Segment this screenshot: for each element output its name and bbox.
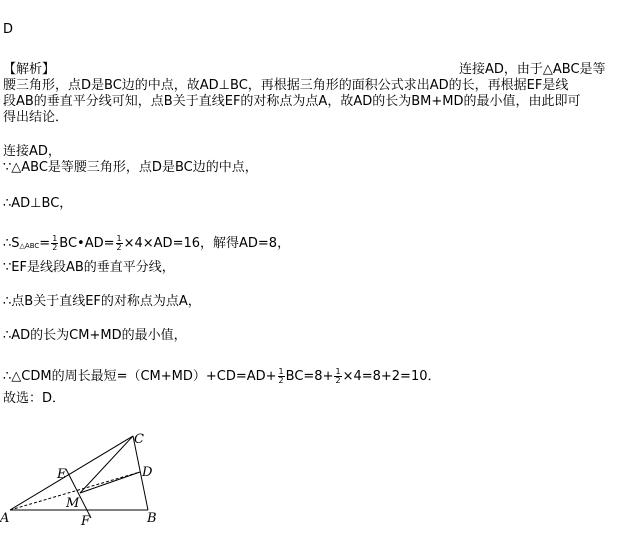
solution-step-5: ∵EF是线段AB的垂直平分线，: [3, 260, 175, 275]
fraction-half: $\frac{1}{2}$: [116, 234, 122, 252]
triangle-figure: [0, 425, 175, 550]
label-A: A: [0, 511, 10, 526]
solution-step-6: ∴点B关于直线EF的对称点为点A，: [3, 294, 201, 309]
label-C: C: [134, 432, 144, 447]
fraction-half: $\frac{1}{2}$: [335, 367, 341, 385]
perimeter-formula-mid: BC=8+: [285, 369, 334, 384]
area-formula-mid: BC•AD=: [59, 236, 115, 251]
analysis-label: 【解析】: [3, 62, 56, 77]
solution-step-8: [3, 368, 441, 385]
solution-step-1: 连接AD，: [3, 144, 61, 159]
area-symbol: ∴S: [3, 236, 20, 251]
fraction-half: $\frac{1}{2}$: [52, 234, 58, 252]
analysis-line-3: 段AB的垂直平分线可知，点B关于直线EF的对称点为点A，故AD的长为BM+MD的最小值，由此即可: [3, 94, 581, 109]
segment-CM: [80, 436, 133, 493]
analysis-line-2: 腰三角形，点D是BC边的中点，故AD⊥BC，再根据三角形的面积公式求出AD的长，再根据EF是线: [3, 78, 569, 93]
solution-step-3: ∴AD⊥BC，: [3, 196, 73, 211]
area-formula-tail: ×4×AD=16，解得AD=8，: [123, 236, 291, 251]
analysis-line-4: 得出结论．: [3, 110, 69, 125]
solution-step-7: ∴AD的长为CM+MD的最小值，: [3, 328, 187, 343]
fraction-half: $\frac{1}{2}$: [278, 367, 284, 385]
solution-step-2: ∵△ABC是等腰三角形，点D是BC边的中点，: [3, 160, 258, 175]
equals-sign: =: [39, 236, 51, 251]
solution-step-4: [3, 235, 290, 254]
answer-line: D: [3, 22, 14, 37]
label-F: F: [81, 514, 91, 529]
label-D: D: [142, 465, 153, 480]
analysis-intro-right: 连接AD，由于△ABC是等: [459, 62, 606, 77]
label-M: M: [66, 496, 80, 511]
label-B: B: [147, 511, 157, 526]
label-E: E: [57, 467, 67, 482]
segment-MD: [80, 472, 140, 493]
area-subscript: △ABC: [19, 242, 40, 250]
solution-conclusion: 故选：D．: [3, 391, 66, 406]
perimeter-formula-tail: ×4=8+2=10．: [342, 369, 441, 384]
perimeter-formula-lead: ∴△CDM的周长最短=（CM+MD）+CD=AD+: [3, 369, 277, 384]
